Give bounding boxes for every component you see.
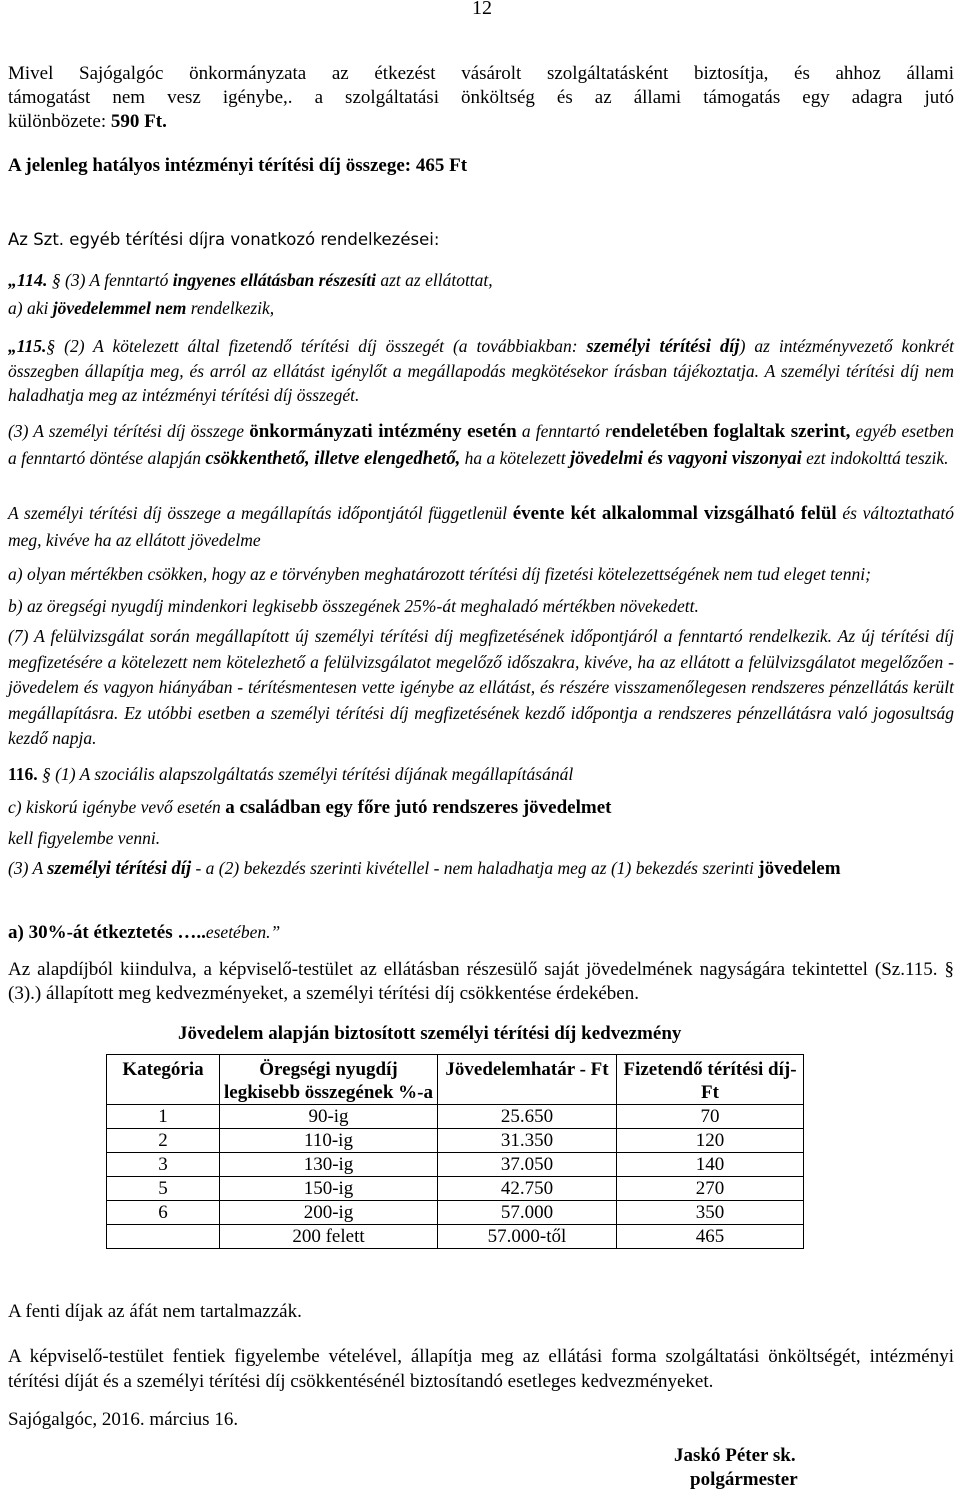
paragraph-116-3: (3) A személyi térítési díj - a (2) bekezdés szerinti kivétellel - nem haladhatja meg az (1) bekezdés szerinti jövedelem <box>8 858 841 879</box>
table-cell: 57.000 <box>438 1201 617 1225</box>
table-row <box>107 1129 804 1153</box>
table-cell: 270 <box>617 1177 804 1201</box>
discount-table <box>106 1054 804 1249</box>
table-cell: 200 felett <box>220 1225 438 1249</box>
summary-paragraph: Az alapdíjból kiindulva, a képviselő-testület az ellátásban részesülő saját jövedelmének nagyságára tekintettel (Sz.115. § (3).) állapított meg kedvezményeket, a személyi térítési díj csökkentése érdekében. <box>8 959 954 1004</box>
table-cell: 5 <box>107 1177 220 1201</box>
intro-line-1: Mivel Sajógalgóc önkormányzata az étkezést vásárolt szolgáltatásként biztosítja, és ahhoz állami <box>8 63 954 84</box>
col-header-income-limit: Jövedelemhatár - Ft <box>438 1055 617 1105</box>
table-header-row <box>107 1055 804 1105</box>
intro-line-3: különbözete: 590 Ft. <box>8 111 167 132</box>
table-cell <box>107 1225 220 1249</box>
table-cell: 42.750 <box>438 1177 617 1201</box>
table-cell: 90-ig <box>220 1105 438 1129</box>
table-cell: 110-ig <box>220 1129 438 1153</box>
table-cell: 350 <box>617 1201 804 1225</box>
paragraph-7: (7) A felülvizsgálat során megállapított új személyi térítési díj megfizetésének időpontjáról a fenntartó rendelkezik. Az új térítési díj megfizetésére a kötelezett nem kötelezhető a felülvizsgálatot megelőző időszakra, kivéve, ha az ellátott a felülvizsgálatot megelőzően - jövedelem és vagyon hiányában - térítésmentesen vette igénybe az ellátást, és részére visszamenőlegesen rendszeres pénzellátás került megállapításra. Ez utóbbi esetben a személyi térítési díj megfizetésének kezdő időpontja a rendszeres pénzellátásra való jogosultság kezdő napja. <box>8 626 954 749</box>
table-row <box>107 1177 804 1201</box>
paragraph-115-3: (3) A személyi térítési díj összege önkormányzati intézmény esetén a fenntartó rendeletében foglaltak szerint, egyéb esetben a fenntartó döntése alapján csökkenthető, illetve elengedhető, ha a kötelezett jövedelmi és vagyoni viszonyai ezt indokolttá teszik. <box>8 421 954 469</box>
table-row <box>107 1105 804 1129</box>
intro-paragraph <box>8 62 954 134</box>
table-title: Jövedelem alapján biztosított személyi térítési díj kedvezmény <box>178 1023 682 1044</box>
table-row <box>107 1201 804 1225</box>
table-cell: 70 <box>617 1105 804 1129</box>
item-c: c) kiskorú igénybe vevő esetén a családban egy főre jutó rendszeres jövedelmet kell figyelembe venni. <box>8 797 612 848</box>
table-cell: 140 <box>617 1153 804 1177</box>
table-cell: 31.350 <box>438 1129 617 1153</box>
paragraph-annual-review: A személyi térítési díj összege a megállapítás időpontjától függetlenül évente két alkalommal vizsgálható felül és változtatható meg, kivéve ha az ellátott jövedelme <box>8 503 954 550</box>
table-cell: 150-ig <box>220 1177 438 1201</box>
paragraph-115: „115.§ (2) A kötelezett által fizetendő térítési díj összegét (a továbbiakban: személyi térítési díj) az intézményvezető konkrét összegben állapítja meg, és arról az ellátást igénylőt a megállapodás megkötésekor írásban tájékoztatja. A személyi térítési díj nem haladhatja meg az intézményi térítési díj összegét. <box>8 336 954 405</box>
intro-line-2: támogatást nem vesz igénybe,. a szolgáltatási önköltség és az állami támogatás egy adagra jutó <box>8 87 954 108</box>
table-cell: 3 <box>107 1153 220 1177</box>
table-cell: 200-ig <box>220 1201 438 1225</box>
table-cell: 1 <box>107 1105 220 1129</box>
table-cell: 6 <box>107 1201 220 1225</box>
closing-paragraph: A képviselő-testület fentiek figyelembe vételével, állapítja meg az ellátási forma szolgáltatási önköltségét, intézményi térítési díját és a személyi térítési díj csökkentésénél biztosítandó esetleges kedvezményeket. <box>8 1346 954 1392</box>
paragraph-114: „114. § (3) A fenntartó ingyenes ellátásban részesíti azt az ellátottat, a) aki jövedelemmel nem rendelkezik, <box>8 270 493 318</box>
table-row <box>107 1225 804 1249</box>
table-cell: 130-ig <box>220 1153 438 1177</box>
page-number: 12 <box>472 0 492 19</box>
vat-note: A fenti díjak az áfát nem tartalmazzák. <box>8 1301 302 1322</box>
item-a-30: a) 30%-át étkeztetés …..esetében.” <box>8 922 281 943</box>
table-cell: 120 <box>617 1129 804 1153</box>
col-header-pension-percent: Öregségi nyugdíj legkisebb összegének %-a <box>220 1055 438 1105</box>
item-a: a) olyan mértékben csökken, hogy az e törvényben meghatározott térítési díj fizetési kötelezettségének nem tud eleget tenni; <box>8 564 871 584</box>
col-header-fee: Fizetendő térítési díj- Ft <box>617 1055 804 1105</box>
table-cell: 25.650 <box>438 1105 617 1129</box>
signature-block <box>672 1444 798 1492</box>
signature-name: Jaskó Péter sk. <box>674 1445 796 1466</box>
table-cell: 57.000-től <box>438 1225 617 1249</box>
col-header-category: Kategória <box>107 1055 220 1105</box>
table-cell: 2 <box>107 1129 220 1153</box>
current-fee: A jelenleg hatályos intézményi térítési díj összege: 465 Ft <box>8 155 468 176</box>
table-cell: 465 <box>617 1225 804 1249</box>
place-date: Sajógalgóc, 2016. március 16. <box>8 1409 239 1430</box>
paragraph-116: 116. § (1) A szociális alapszolgáltatás személyi térítési díjának megállapításánál <box>8 764 574 784</box>
szt-intro: Az Szt. egyéb térítési díjra vonatkozó rendelkezései: <box>8 230 440 249</box>
signature-title: polgármester <box>690 1469 798 1490</box>
item-b: b) az öregségi nyugdíj mindenkori legkisebb összegének 25%-át meghaladó mértékben növekedett. <box>8 596 699 616</box>
table-cell: 37.050 <box>438 1153 617 1177</box>
table-row <box>107 1153 804 1177</box>
